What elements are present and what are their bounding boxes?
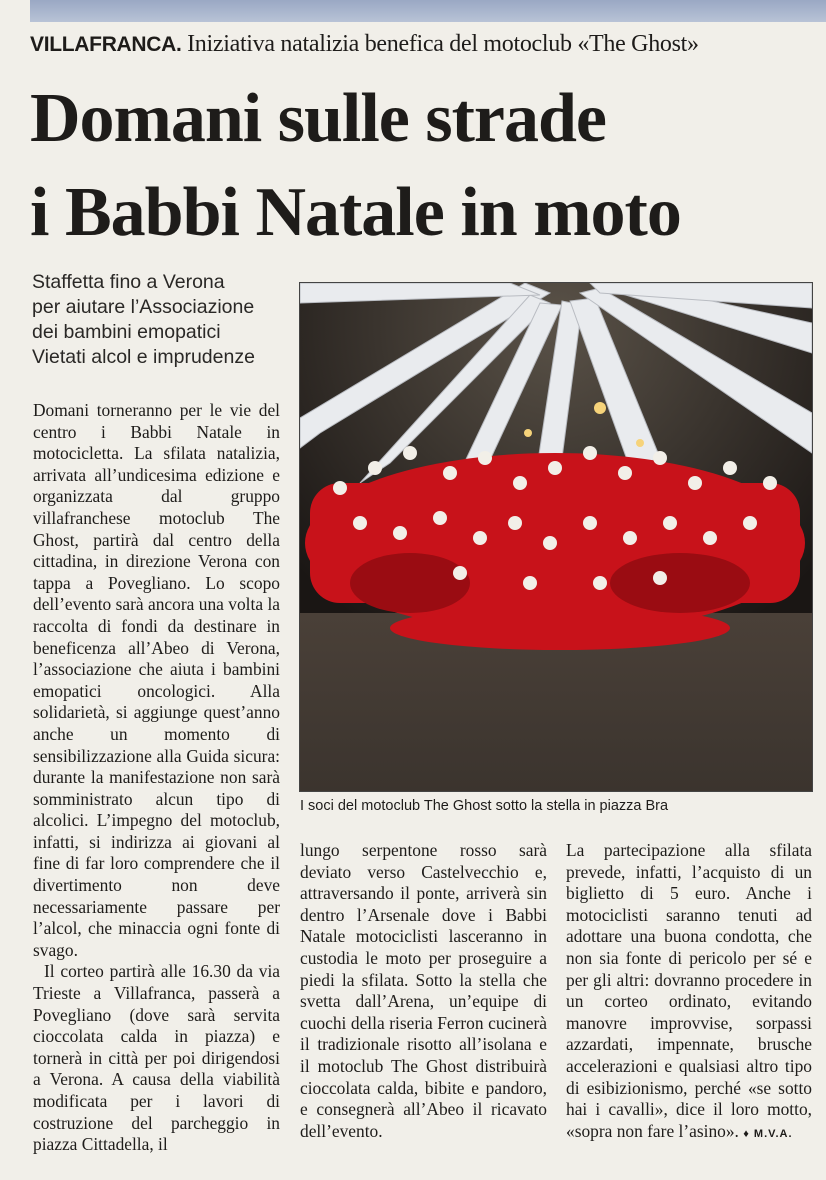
standfirst-line: Vietati alcol e imprudenze [32,346,255,368]
body-paragraph [566,840,812,1145]
kicker-subject: Iniziativa natalizia benefica del motoclub «The Ghost» [187,31,699,57]
standfirst-line: per aiutare l’Associazione [32,296,255,318]
photo-caption: I soci del motoclub The Ghost sotto la stella in piazza Bra [300,798,669,814]
author-signature: ♦ M.V.A. [743,1127,793,1140]
body-column-1 [33,400,280,1156]
body-column-2 [300,840,547,1142]
standfirst [32,270,292,370]
body-paragraph: Il corteo partirà alle 16.30 da via Trieste a Villafranca, passerà a Povegliano (dove sarà servita cioccolata calda in piazza) e tornerà in città per poi dirigendosi a Verona. A causa della viabilità modificata per i lavori di costruzione del parcheggio in piazza Cittadella, il [33,961,280,1155]
body-paragraph: lungo serpentone rosso sarà deviato verso Castelvecchio e, attraversando il ponte, arriverà sin dentro l’Arsenale dove i Babbi Natale motociclisti lasceranno in custodia le moto per proseguire a piedi la sfilata. Sotto la stella che svetta dall’Arena, un’equipe di cuochi della riseria Ferron cucinerà il tradizionale risotto all’isolana e il motoclub The Ghost distribuirà cioccolata calda, bibite e pandoro, e consegnerà all’Abeo il ricavato dell’evento. [300,840,547,1141]
headline-line-1: Domani sulle strade [30,80,606,157]
headline-line-2: i Babbi Natale in moto [30,174,681,251]
body-paragraph: Domani torneranno per le vie del centro i Babbi Natale in motocicletta. La sfilata natalizia, arrivata all’undicesima edizione e organizzata dal gruppo villafranchese motoclub The Ghost, partirà dal centro della cittadina, in direzione Verona con tappa a Povegliano. Lo scopo dell’evento sarà ancora una volta la raccolta di fondi da destinare in beneficenza all’Abeo di Verona, l’associazione che aiuta i bambini emopatici oncologici. Alla solidarietà, si aggiunge quest’anno anche un momento di sensibilizzazione alla Guida sicura: durante la manifestazione non sarà somministrato alcun tipo di alcolici. L’impegno del motoclub, infatti, si indirizza ai giovani al fine di far loro comprendere che il divertimento non deve necessariamente passare per l’alcol, che minaccia ogni fonte di svago. [33,400,280,960]
page-top-strip [30,0,826,22]
headline [30,72,820,260]
santa-group-photo [299,282,813,792]
kicker-place: VILLAFRANCA. [30,33,182,56]
standfirst-line: dei bambini emopatici [32,321,221,343]
body-text: La partecipazione alla sfilata prevede, infatti, l’acquisto di un biglietto di 5 euro. Anche i motociclisti saranno tenuti ad adottare una buona condotta, che non sia fonte di pericolo per sé e per gli altri: dovranno procedere in un corteo ordinato, evitando manovre improvvise, sorpassi azzardati, impennate, brusche accelerazioni e qualsiasi altro tipo di esibizionismo, perché «se sotto hai i cavalli», dice il loro motto, «sopra non fare l’asino». [566,840,812,1141]
standfirst-line: Staffetta fino a Verona [32,271,225,293]
kicker [30,30,820,59]
body-column-3 [566,840,812,1145]
